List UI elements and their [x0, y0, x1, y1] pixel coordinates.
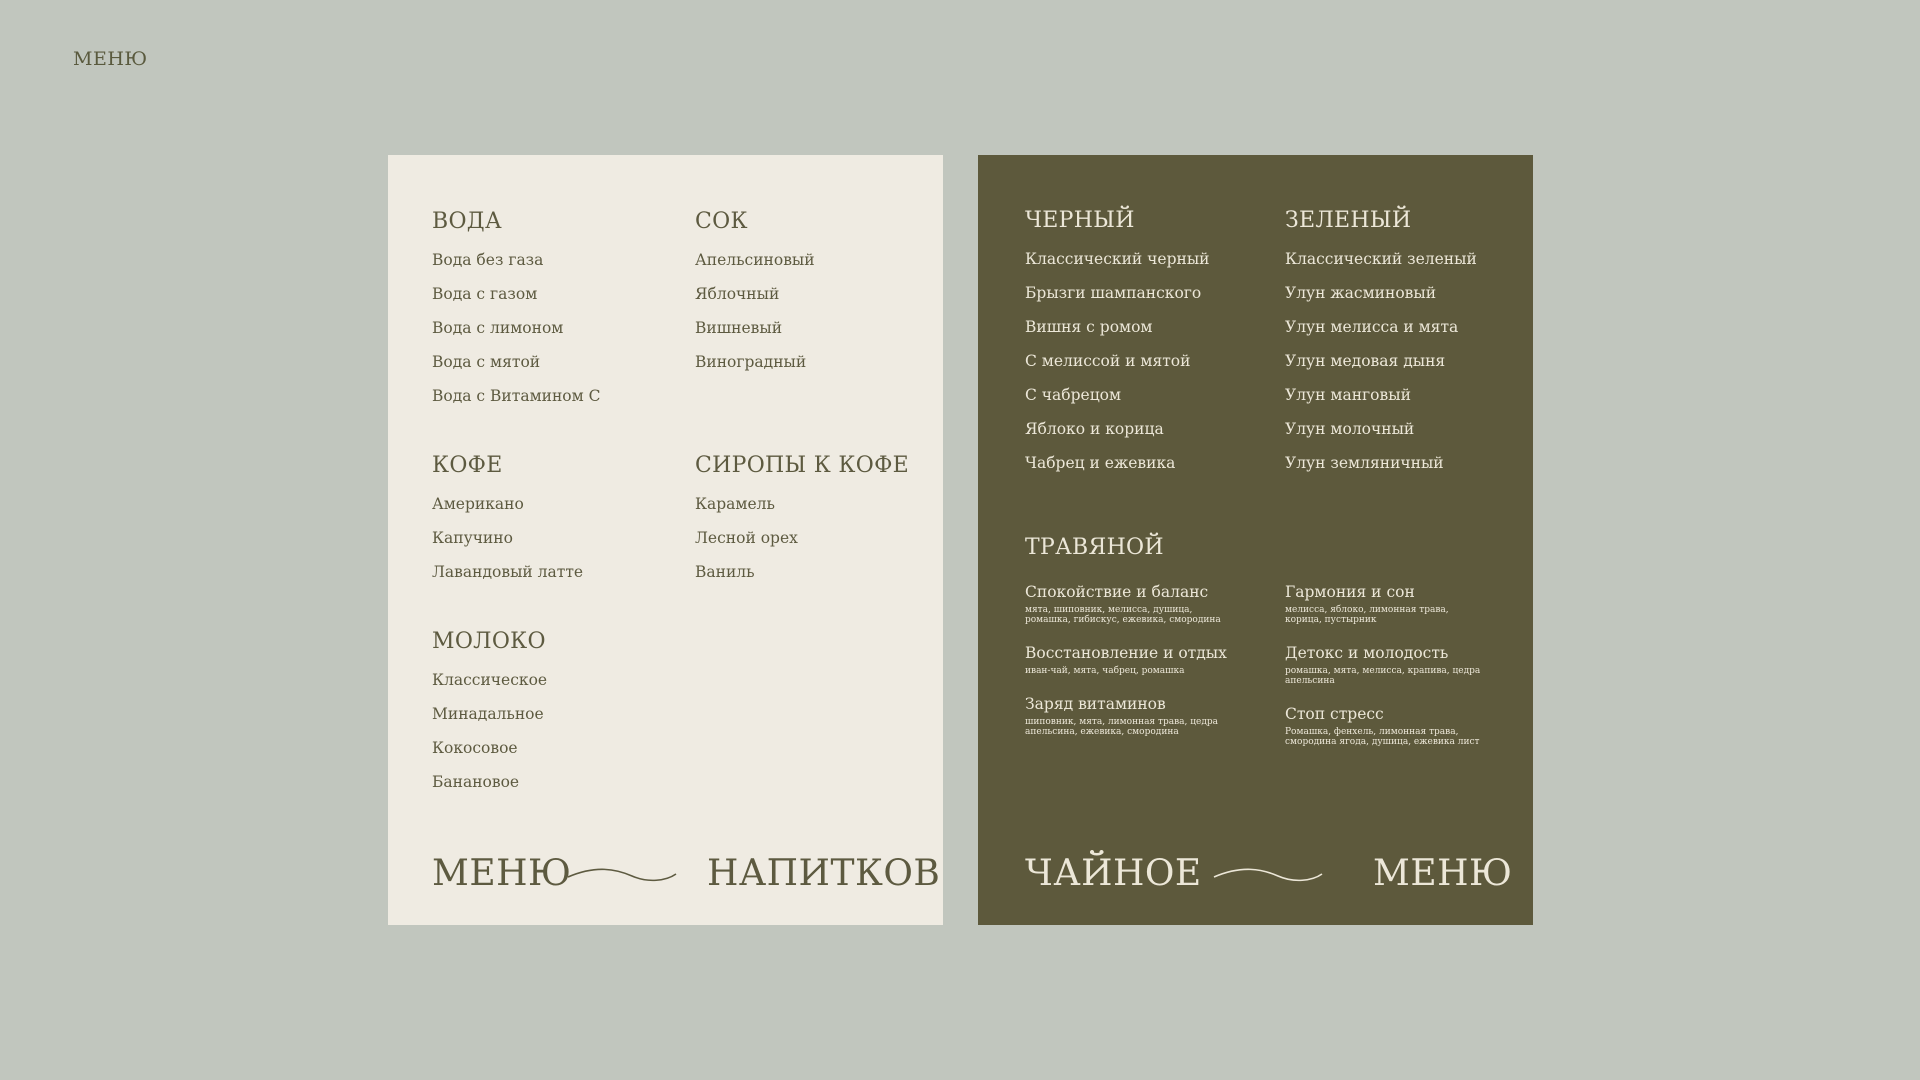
menu-item: Классический зеленый: [1285, 250, 1477, 268]
drinks-menu-card: [388, 155, 943, 925]
menu-item: Яблочный: [695, 285, 780, 303]
menu-item: Лавандовый латте: [432, 563, 584, 581]
section-title-water: ВОДА: [432, 209, 502, 234]
section-title-herbal: ТРАВЯНОЙ: [1025, 535, 1164, 560]
menu-item: Классический черный: [1025, 250, 1210, 268]
menu-item: Карамель: [695, 495, 775, 513]
section-title-coffee: КОФЕ: [432, 453, 503, 478]
black-tea-list: [1025, 249, 1210, 487]
tea-menu-card: [978, 155, 1533, 925]
herbal-item: [1285, 582, 1485, 625]
menu-item: С мелиссой и мятой: [1025, 352, 1191, 370]
herbal-list-right: [1285, 582, 1485, 765]
menu-item: Лесной орех: [695, 529, 798, 547]
menu-item: Яблоко и корица: [1025, 420, 1164, 438]
menu-item: Минадальное: [432, 705, 544, 723]
herbal-item: [1285, 643, 1485, 686]
herbal-ingredients: ромашка, мята, мелисса, крапива, цедра апельсина: [1285, 666, 1481, 686]
section-green-tea: [1285, 208, 1477, 487]
herbal-item: [1025, 582, 1227, 625]
herbal-name: Гармония и сон: [1285, 583, 1415, 601]
section-title-black: ЧЕРНЫЙ: [1025, 208, 1135, 233]
herbal-ingredients: Ромашка, фенхель, лимонная трава, смородина ягода, душица, ежевика лист: [1285, 727, 1480, 747]
menu-item: Капучино: [432, 529, 513, 547]
herbal-name: Детокс и молодость: [1285, 644, 1449, 662]
menu-item: Вода с мятой: [432, 353, 541, 371]
menu-item: Классическое: [432, 671, 548, 689]
section-black-tea: [1025, 208, 1210, 487]
footer-title-left: ЧАЙНОЕ: [1025, 853, 1202, 894]
swash-divider: [566, 863, 678, 887]
herbal-name: Спокойствие и баланс: [1025, 583, 1209, 601]
menu-item: Улун мелисса и мята: [1285, 318, 1459, 336]
footer-title-left: МЕНЮ: [432, 853, 572, 894]
section-title-milk: МОЛОКО: [432, 629, 546, 654]
menu-item: Ваниль: [695, 563, 755, 581]
footer-title-right: НАПИТКОВ: [707, 853, 941, 894]
herbal-ingredients: мелисса, яблоко, лимонная трава, корица, пустырник: [1285, 605, 1449, 625]
herbal-name: Стоп стресс: [1285, 705, 1384, 723]
menu-item: Вода с лимоном: [432, 319, 564, 337]
syrups-list: [695, 494, 909, 596]
herbal-item: [1025, 694, 1227, 737]
menu-item: Улун манговый: [1285, 386, 1411, 404]
herbal-item: [1025, 643, 1227, 676]
menu-item: Чабрец и ежевика: [1025, 454, 1176, 472]
herbal-ingredients: шиповник, мята, лимонная трава, цедра апельсина, ежевика, смородина: [1025, 717, 1219, 737]
menu-item: Улун медовая дыня: [1285, 352, 1446, 370]
section-title-syrups: СИРОПЫ К КОФЕ: [695, 453, 909, 478]
menu-item: Брызги шампанского: [1025, 284, 1202, 302]
menu-item: Улун молочный: [1285, 420, 1415, 438]
herbal-ingredients: мята, шиповник, мелисса, душица, ромашка, гибискус, ежевика, смородина: [1025, 605, 1221, 625]
herbal-name: Заряд витаминов: [1025, 695, 1166, 713]
water-list: [432, 250, 600, 420]
herbal-list-left: [1025, 582, 1227, 755]
menu-item: С чабрецом: [1025, 386, 1122, 404]
menu-item: Улун земляничный: [1285, 454, 1444, 472]
menu-item: Вода с Витамином С: [432, 387, 601, 405]
section-milk: [432, 629, 547, 806]
herbal-name: Восстановление и отдых: [1025, 644, 1227, 662]
milk-list: [432, 670, 547, 806]
menu-item: Кокосовое: [432, 739, 518, 757]
section-herbal-title: [1025, 535, 1164, 576]
footer-title-right: МЕНЮ: [1373, 853, 1513, 894]
section-syrups: [695, 453, 909, 596]
page-title: МЕНЮ: [73, 48, 148, 70]
menu-item: Вода с газом: [432, 285, 538, 303]
herbal-item: [1285, 704, 1485, 747]
section-title-juice: СОК: [695, 209, 748, 234]
herbal-ingredients: иван-чай, мята, чабрец, ромашка: [1025, 666, 1185, 676]
coffee-list: [432, 494, 583, 596]
menu-item: Вода без газа: [432, 251, 544, 269]
menu-item: Вишневый: [695, 319, 783, 337]
menu-item: Улун жасминовый: [1285, 284, 1437, 302]
menu-item: Американо: [432, 495, 524, 513]
swash-divider: [1212, 863, 1324, 887]
juice-list: [695, 250, 815, 386]
section-title-green: ЗЕЛЕНЫЙ: [1285, 208, 1412, 233]
menu-item: Виноградный: [695, 353, 807, 371]
section-juice: [695, 209, 815, 386]
section-coffee: [432, 453, 583, 596]
green-tea-list: [1285, 249, 1477, 487]
menu-item: Апельсиновый: [695, 251, 815, 269]
menu-item: Вишня с ромом: [1025, 318, 1153, 336]
menu-item: Банановое: [432, 773, 520, 791]
section-water: [432, 209, 600, 420]
